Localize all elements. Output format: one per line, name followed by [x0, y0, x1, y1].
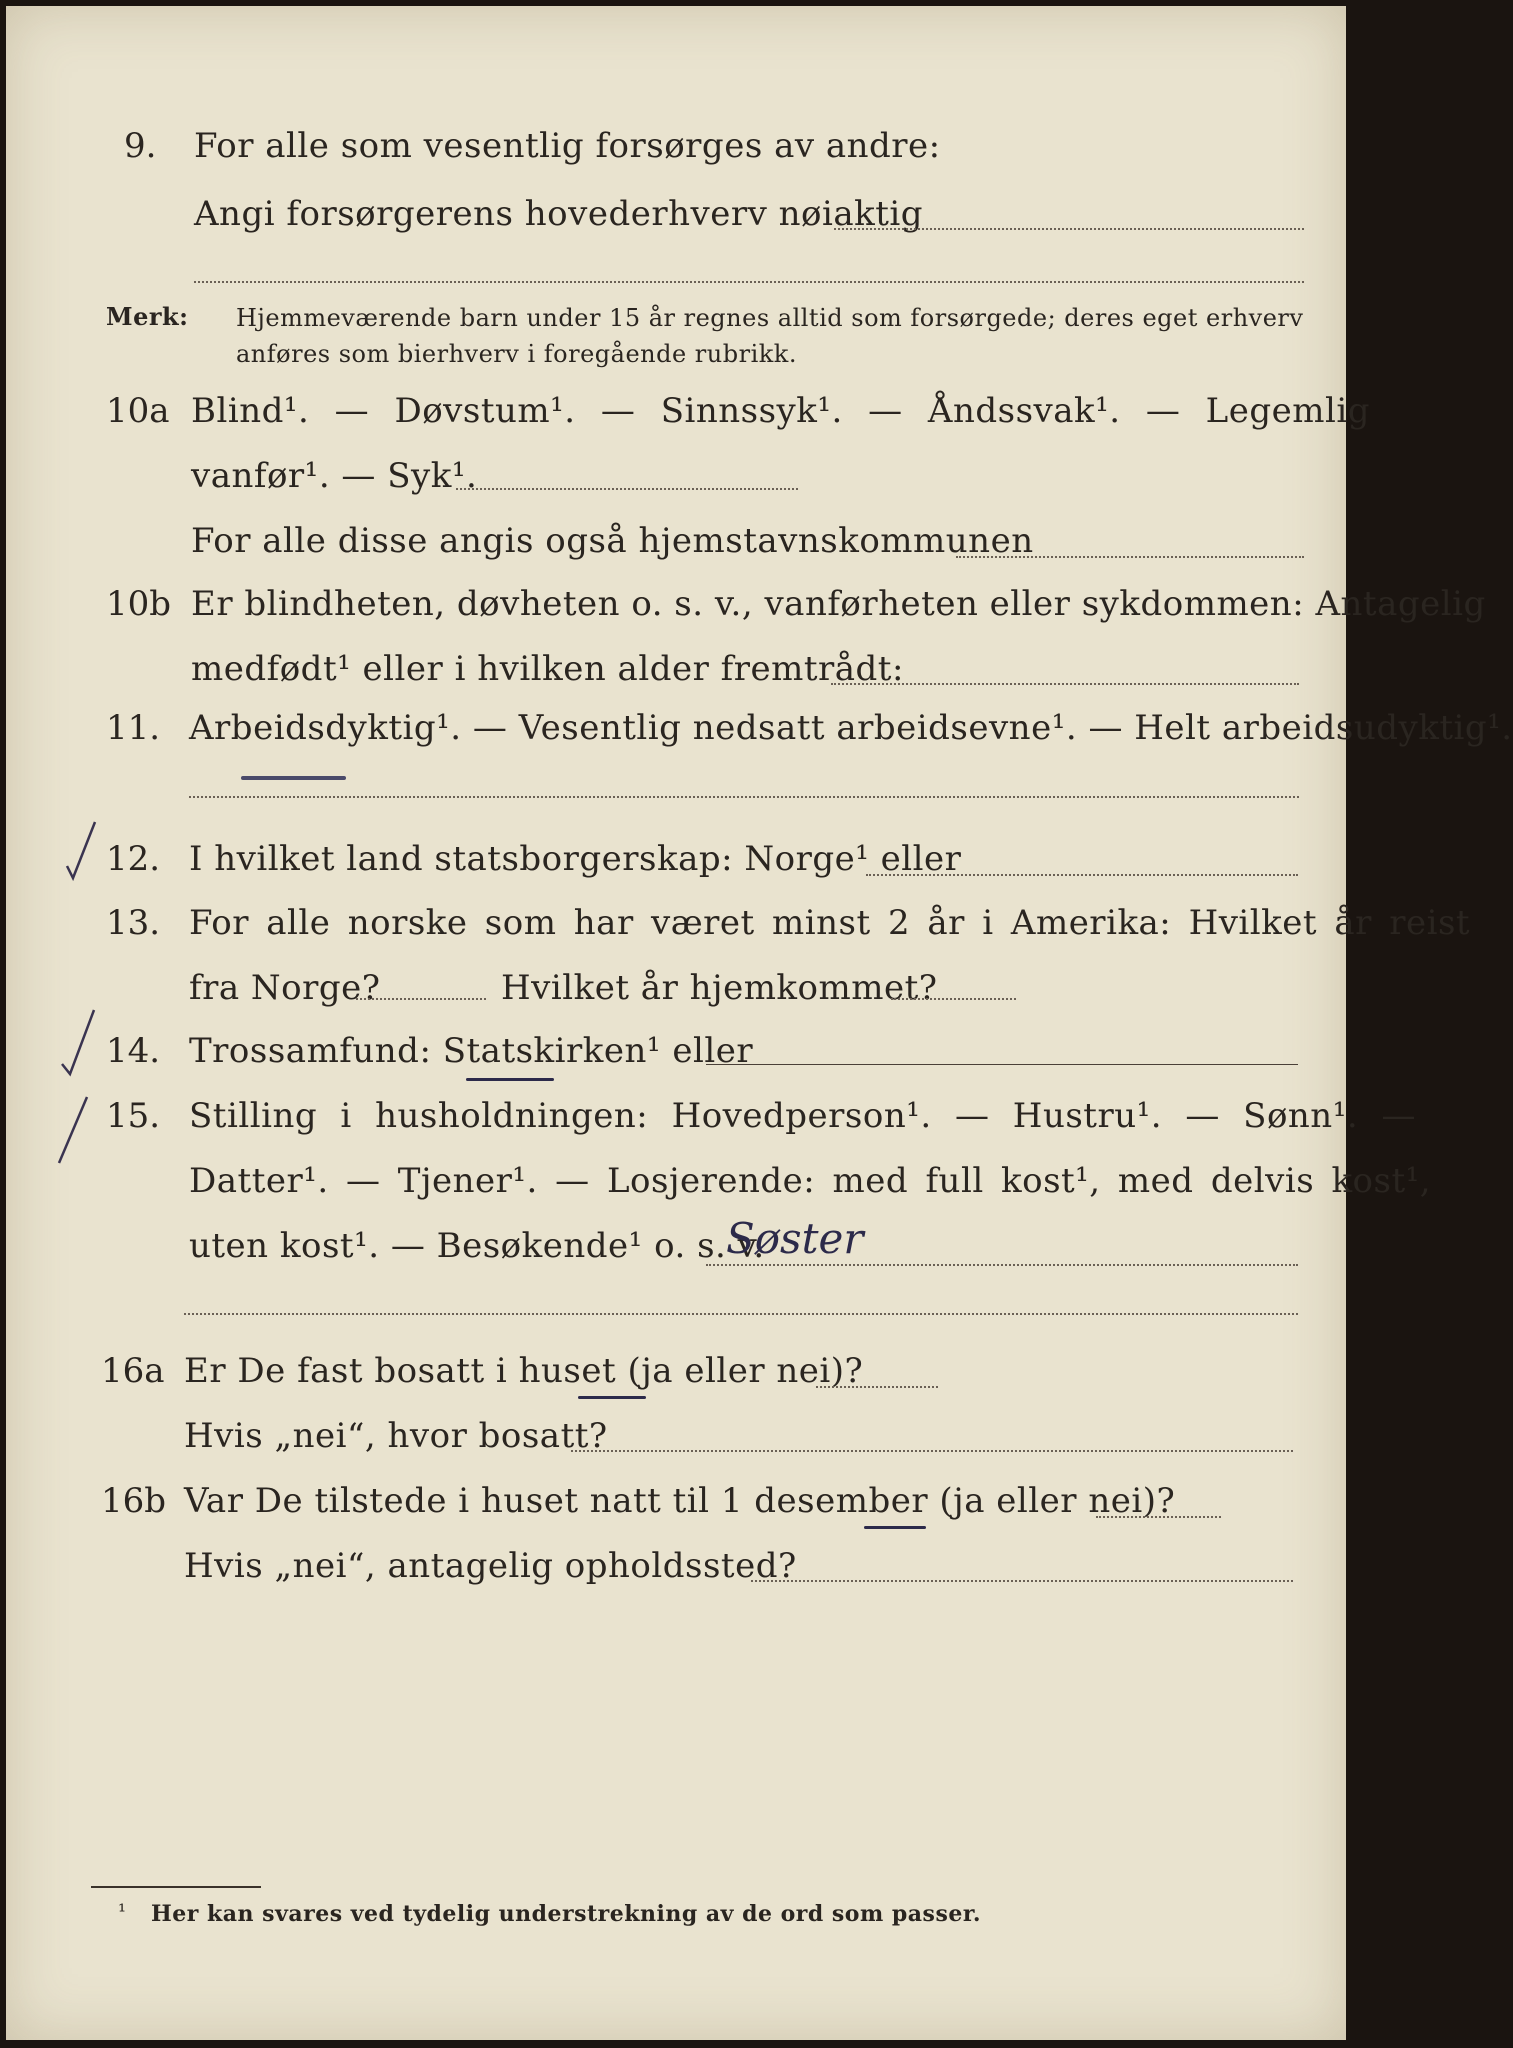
q14-line1: Trossamfund: Statskirken¹ eller	[189, 1031, 754, 1071]
q15-line2: Datter¹. — Tjener¹. — Losjerende: med full kost¹, med delvis kost¹,	[189, 1161, 1432, 1201]
q12-number: 12.	[106, 839, 161, 879]
q11-underline-mark	[241, 776, 346, 780]
footnote-divider	[91, 1886, 261, 1888]
q13-number: 13.	[106, 903, 161, 943]
q14-answer-field[interactable]	[706, 1064, 1298, 1065]
footnote-text: Her kan svares ved tydelig understrekning av de ord som passer.	[151, 1901, 982, 1927]
q10b-line1: Er blindheten, døvheten o. s. v., vanførheten eller sykdommen: Antagelig	[191, 584, 1486, 624]
merk-label: Merk:	[106, 302, 189, 331]
q11-line1: Arbeidsdyktig¹. — Vesentlig nedsatt arbeidsevne¹. — Helt arbeidsudyktig¹.	[189, 708, 1513, 748]
q11-answer-field[interactable]	[189, 796, 1299, 798]
q13-reist-field[interactable]	[356, 998, 486, 1000]
q16a-line2: Hvis „nei“, hvor bosatt?	[184, 1416, 608, 1456]
q13-line2b: Hvilket år hjemkommet?	[501, 968, 938, 1008]
q16b-number: 16b	[101, 1481, 167, 1521]
q13-hjemkommet-field[interactable]	[891, 998, 1016, 1000]
footnote-mark: ¹	[118, 1899, 127, 1923]
q9-number: 9.	[124, 126, 157, 166]
q12-checkmark-icon	[61, 816, 101, 886]
q16a-number: 16a	[101, 1351, 165, 1391]
q16b-line2: Hvis „nei“, antagelig opholdssted?	[184, 1546, 797, 1586]
q13-line2a: fra Norge?	[189, 968, 381, 1008]
merk-line1: Hjemmeværende barn under 15 år regnes alltid som forsørgede; deres eget erhverv	[236, 304, 1304, 332]
q12-line1: I hvilket land statsborgerskap: Norge¹ eller	[189, 839, 962, 879]
q10b-line2: medfødt¹ eller i hvilken alder fremtrådt:	[191, 649, 904, 689]
q16a-underline-mark	[578, 1396, 646, 1399]
q14-underline-mark	[466, 1078, 554, 1081]
merk-line2: anføres som bierhverv i foregående rubrikk.	[236, 340, 797, 368]
q14-checkmark-icon	[56, 1006, 101, 1081]
q15-checkmark-icon	[51, 1091, 96, 1171]
q16b-opholdssted-field[interactable]	[751, 1580, 1293, 1582]
q15-answer-field-2[interactable]	[184, 1313, 1298, 1315]
q9-line2: Angi forsørgerens hovederhverv nøiaktig	[194, 194, 924, 234]
q16a-bosatt-field[interactable]	[571, 1450, 1293, 1452]
q10a-hjemstavn-field[interactable]	[956, 556, 1304, 558]
q10a-syk-field[interactable]	[456, 488, 798, 490]
q15-line3: uten kost¹. — Besøkende¹ o. s. v.	[189, 1226, 765, 1266]
q16b-line1: Var De tilstede i huset natt til 1 desember (ja eller nei)?	[184, 1481, 1176, 1521]
q10a-line3: For alle disse angis også hjemstavnskommunen	[191, 521, 1034, 561]
q10a-number: 10a	[106, 391, 170, 431]
q9-line1: For alle som vesentlig forsørges av andre:	[194, 126, 941, 166]
q9-answer-field[interactable]	[834, 228, 1304, 230]
q12-answer-field[interactable]	[866, 874, 1298, 876]
q10b-number: 10b	[106, 584, 172, 624]
q15-number: 15.	[106, 1096, 161, 1136]
q15-handwritten-answer: Søster	[726, 1214, 864, 1263]
q15-answer-field[interactable]	[706, 1264, 1298, 1266]
q16a-line1: Er De fast bosatt i huset (ja eller nei)?	[184, 1351, 864, 1391]
q9-answer-field-2[interactable]	[194, 281, 1304, 283]
q14-number: 14.	[106, 1031, 161, 1071]
q16b-answer-field[interactable]	[1096, 1516, 1221, 1518]
census-form-page	[6, 6, 1513, 2040]
q10b-answer-field[interactable]	[831, 683, 1299, 685]
q16a-answer-field[interactable]	[816, 1386, 938, 1388]
q13-line1: For alle norske som har været minst 2 år i Amerika: Hvilket år reist	[189, 903, 1471, 943]
q16b-underline-mark	[864, 1526, 926, 1529]
q10a-line2: vanfør¹. — Syk¹.	[191, 456, 478, 496]
q11-number: 11.	[106, 708, 161, 748]
q15-line1: Stilling i husholdningen: Hovedperson¹. — Hustru¹. — Sønn¹. —	[189, 1096, 1416, 1136]
q10a-line1: Blind¹. — Døvstum¹. — Sinnssyk¹. — Åndssvak¹. — Legemlig	[191, 391, 1370, 431]
